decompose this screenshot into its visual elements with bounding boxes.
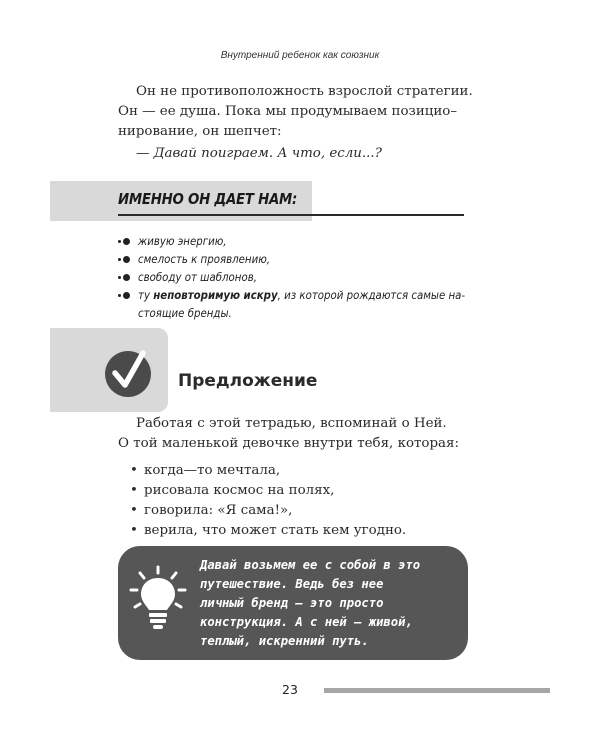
list-item: ту неповторимую искру, из которой рождаются самые на- стоящие бренды.: [118, 286, 478, 322]
bullet-dots-icon: [118, 292, 132, 299]
list-item: живую энергию,: [118, 232, 478, 250]
list-item: • рисовала космос на полях,: [130, 481, 406, 501]
bullet-dots-icon: [118, 274, 132, 281]
proposal-line: О той маленькой девочке внутри тебя, которая:: [118, 436, 459, 451]
intro-dialogue: — Давай поиграем. А что, если...?: [136, 146, 382, 161]
gives-heading: ИМЕННО ОН ДАЕТ НАМ:: [118, 190, 298, 208]
callout-text: [200, 556, 468, 651]
proposal-paragraph: [118, 414, 490, 454]
list-item: • говорила: «Я сама!»,: [130, 501, 406, 521]
list-item: свободу от шаблонов,: [118, 268, 478, 286]
page-number: 23: [282, 682, 298, 697]
bullet-dots-icon: [118, 238, 132, 245]
section-title: Предложение: [178, 371, 318, 391]
heading-rule: [118, 214, 464, 216]
callout-line: конструкция. А с ней — живой,: [200, 615, 413, 629]
callout-line: теплый, искренний путь.: [200, 634, 369, 648]
proposal-line: Работая с этой тетрадью, вспоминай о Ней.: [136, 416, 447, 431]
lightbulb-icon: [129, 565, 187, 635]
bold-phrase: неповторимую искру: [153, 288, 278, 302]
callout-line: личный бренд — это просто: [200, 596, 384, 610]
intro-paragraph: [118, 82, 490, 142]
list-item: смелость к проявлению,: [118, 250, 478, 268]
callout-line: Давай возьмем ее с собой в это: [200, 558, 421, 572]
list-item: • когда—то мечтала,: [130, 461, 406, 481]
running-head: Внутренний ребенок как союзник: [220, 50, 380, 61]
gives-list: [118, 232, 478, 322]
checkmark-icon: [104, 350, 152, 398]
memory-list: [130, 461, 406, 541]
footer-bar: [324, 688, 550, 693]
intro-line: Он — ее душа. Пока мы продумываем позицио–: [118, 104, 458, 119]
list-item: • верила, что может стать кем угодно.: [130, 521, 406, 541]
intro-line: нирование, он шепчет:: [118, 124, 282, 139]
bullet-dots-icon: [118, 256, 132, 263]
intro-line: Он не противоположность взрослой стратегии.: [136, 84, 473, 99]
callout-line: путешествие. Ведь без нее: [200, 577, 384, 591]
